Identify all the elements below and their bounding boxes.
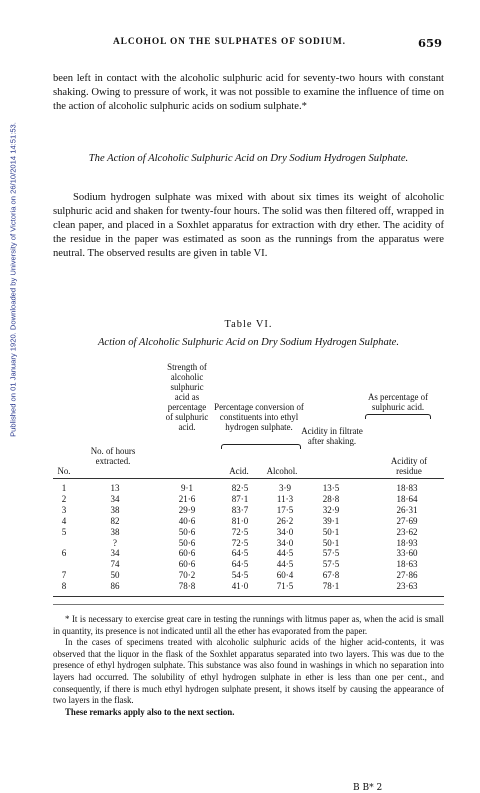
footnote-paragraph: In the cases of specimens treated with alcoholic sulphuric acids of the higher acid-contents, it was observed that the liquor in the flask of the Soxhlet apparatus separated into two layers. This was due to the presence of ethyl hydrogen sulphate. This substance was also found in washings in which no separation into layers had occurred. The solubility of ethyl hydrogen sulphate in ether is less than one per cent., and consequently, if there is much ethyl hydrogen sulphate present, it shows itself by causing the appearance of two layers in the flask. (53, 637, 444, 706)
row-filtrate: 39·1 (322, 515, 340, 526)
row-strength: 29·9 (178, 504, 196, 515)
header-hours: No. of hours extracted. (90, 446, 136, 466)
running-header (53, 37, 444, 51)
data-table (53, 360, 444, 600)
row-strength: 9·1 (181, 483, 193, 493)
download-watermark (3, 50, 18, 520)
row-acid: 64·5 (231, 548, 249, 559)
row-residue: 27·86 (396, 570, 418, 581)
header-group-percentage: As percentage of sulphuric acid. (367, 392, 429, 412)
row-strength: 21·6 (178, 493, 196, 504)
row-hours: 86 (110, 581, 120, 592)
header-no: No. (57, 466, 71, 476)
row-acid: 72·5 (231, 526, 249, 537)
footnote-block (53, 614, 444, 718)
row-residue: 33·60 (396, 548, 418, 559)
row-residue: 27·69 (396, 515, 418, 526)
row-no: 4 (61, 515, 67, 526)
row-no: 8 (61, 581, 67, 592)
row-alcohol: 34·0 (276, 526, 294, 537)
paragraph-continuation: been left in contact with the alcoholic sulphuric acid for seventy-two hours with constant shaking. Owing to pressure of work, it was not possible to examine the influence of time on the action of alcoholic sulphuric acids on sodium sulphate.* (53, 73, 444, 112)
row-alcohol: 17·5 (276, 504, 294, 515)
header-residue: Acidity of residue (390, 456, 428, 476)
row-alcohol: 3·9 (279, 483, 291, 493)
row-strength: 50·6 (178, 537, 196, 548)
row-residue: 18·83 (396, 483, 418, 493)
row-hours: 38 (110, 526, 120, 537)
row-alcohol: 11·3 (276, 493, 294, 504)
row-filtrate: 67·8 (322, 570, 340, 581)
row-strength: 70·2 (178, 570, 196, 581)
row-acid: 64·5 (231, 559, 249, 570)
row-strength: 40·6 (178, 515, 196, 526)
header-strength: Strength of alcoholic sulphuric acid as percentage of sulphuric acid. (165, 362, 209, 432)
row-strength: 78·8 (178, 581, 196, 592)
row-acid: 72·5 (231, 537, 249, 548)
row-strength: 60·6 (178, 559, 196, 570)
row-filtrate: 78·1 (322, 581, 340, 592)
row-filtrate: 50·1 (322, 526, 340, 537)
row-residue: 18·93 (396, 537, 418, 548)
footnote-rule (53, 604, 444, 605)
row-no: 2 (61, 493, 67, 504)
header-alcohol: Alcohol. (266, 466, 298, 476)
running-title: ALCOHOL ON THE SULPHATES OF SODIUM. (113, 37, 346, 47)
row-alcohol: 26·2 (276, 515, 294, 526)
row-alcohol: 44·5 (276, 559, 294, 570)
signature-mark: B B* 2 (353, 783, 383, 793)
row-filtrate: 57·5 (322, 548, 340, 559)
row-acid: 41·0 (231, 581, 249, 592)
row-no: 3 (61, 504, 67, 515)
row-alcohol: 44·5 (276, 548, 294, 559)
download-watermark-text: Published on 01 January 1920. Downloaded by University of Victoria on 26/10/2014 14:51:53. (8, 122, 18, 437)
row-filtrate: 50·1 (322, 537, 340, 548)
row-hours: ? (113, 537, 117, 548)
closing-line: These remarks apply also to the next section. (65, 706, 235, 717)
row-hours: 74 (110, 559, 120, 570)
row-alcohol: 60·4 (276, 570, 294, 581)
header-filtrate: Acidity in filtrate after shaking. (301, 426, 363, 446)
row-hours: 50 (110, 570, 120, 581)
row-no: 1 (61, 483, 67, 493)
brace-percentage (365, 414, 431, 419)
row-acid: 82·5 (231, 483, 249, 493)
row-residue: 18·63 (396, 559, 418, 570)
table-rule-top (53, 478, 444, 479)
row-acid: 54·5 (231, 570, 249, 581)
paragraph-method: Sodium hydrogen sulphate was mixed with about six times its weight of alcoholic sulphuric acid and shaken for twenty-four hours. The solid was then filtered off, wrapped in clean paper, and placed in a Soxhlet apparatus for extraction with dry ether. The acidity of the residue in the paper was estimated as soon as the runnings from the apparatus were neutral. The observed results are given in table VI. (53, 192, 444, 259)
row-residue: 18·64 (396, 493, 418, 504)
row-no: 6 (61, 548, 67, 559)
header-group-conversion: Percentage conversion of constituents into ethyl hydrogen sulphate. (214, 402, 304, 432)
row-alcohol: 71·5 (276, 581, 294, 592)
row-residue: 26·31 (396, 504, 418, 515)
row-filtrate: 13·5 (322, 483, 340, 493)
header-acid: Acid. (229, 466, 249, 476)
brace-conversion (221, 444, 301, 449)
row-strength: 60·6 (178, 548, 196, 559)
row-no: 5 (61, 526, 67, 537)
row-no: 7 (61, 570, 67, 581)
row-filtrate: 57·5 (322, 559, 340, 570)
row-hours: 13 (110, 483, 120, 493)
section-heading: The Action of Alcoholic Sulphuric Acid on Dry Sodium Hydrogen Sulphate. (88, 153, 409, 164)
row-alcohol: 34·0 (276, 537, 294, 548)
row-acid: 87·1 (231, 493, 249, 504)
row-acid: 81·0 (231, 515, 249, 526)
footnote: * It is necessary to exercise great care in testing the runnings with litmus paper as, when the acid is small in quantity, its presence is not indicated until all the ether has evaporated from the paper. (53, 614, 444, 636)
row-filtrate: 32·9 (322, 504, 340, 515)
row-residue: 23·63 (396, 581, 418, 592)
row-strength: 50·6 (178, 526, 196, 537)
table-label: Table VI. (224, 319, 273, 330)
table-caption: Action of Alcoholic Sulphuric Acid on Dry Sodium Hydrogen Sulphate. (97, 337, 400, 348)
page-number: 659 (417, 36, 442, 50)
row-hours: 82 (110, 515, 120, 526)
row-acid: 83·7 (231, 504, 249, 515)
table-rule-bottom (53, 596, 444, 597)
row-filtrate: 28·8 (322, 493, 340, 504)
row-hours: 34 (110, 493, 120, 504)
row-hours: 34 (110, 548, 120, 559)
row-hours: 38 (110, 504, 120, 515)
row-residue: 23·62 (396, 526, 418, 537)
